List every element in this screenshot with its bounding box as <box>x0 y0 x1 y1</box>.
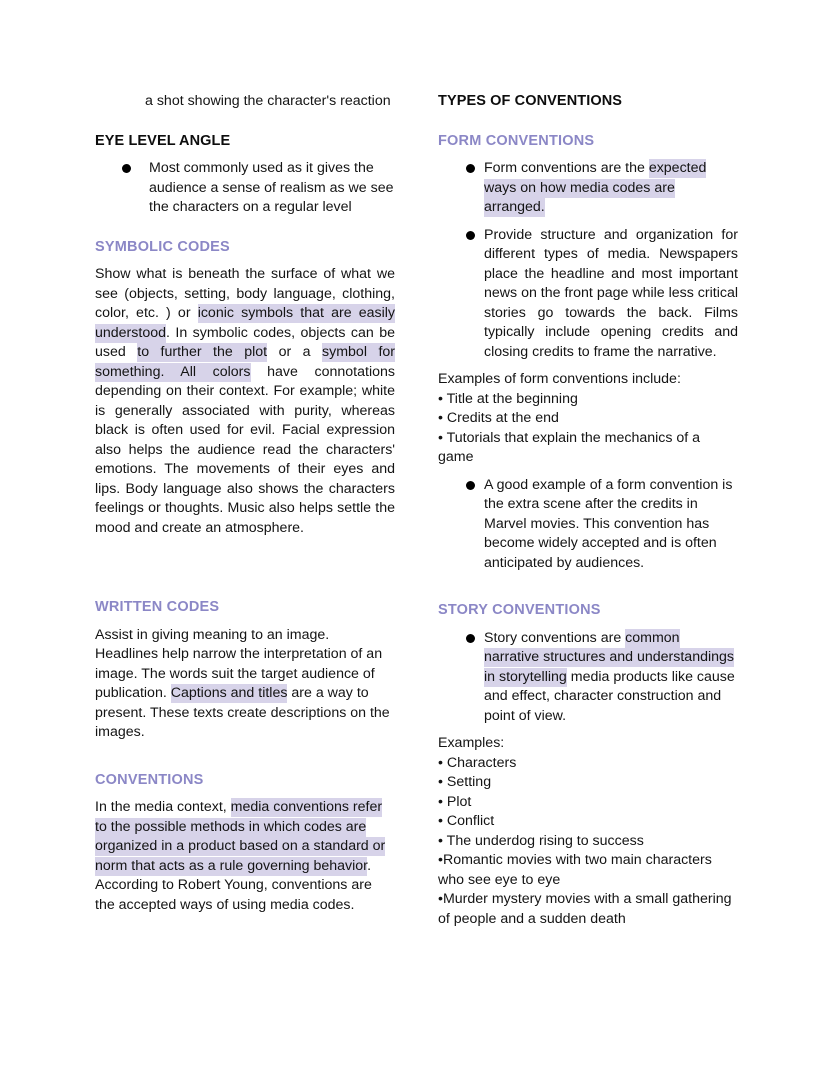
bullet-item <box>466 159 738 218</box>
text-segment: Story conventions are <box>484 629 626 646</box>
bullet-dot-icon <box>466 164 475 173</box>
spacer <box>95 218 395 238</box>
list-item: • Title at the beginning <box>438 390 578 407</box>
list-item: •Murder mystery movies with a small gathering of people and a sudden death <box>438 891 732 927</box>
spacer <box>438 218 738 226</box>
bullet-item <box>466 226 738 363</box>
spacer <box>438 573 738 601</box>
bullet-item <box>466 629 738 727</box>
list-item: •Romantic movies with two main characters who see eye to eye <box>438 852 712 888</box>
bullet-text: Provide structure and organization for different types of media. Newspapers place the headline and most important news on the front page while less critical stories go towards the back. Films typically include opening credits and closing credits to frame the narrative. <box>484 226 738 360</box>
right-column <box>438 92 738 929</box>
list-item: • Tutorials that explain the mechanics of a game <box>438 429 701 466</box>
list-item: • The underdog rising to success <box>438 832 644 849</box>
spacer <box>95 743 395 771</box>
spacer <box>95 538 395 598</box>
bullet-dot-icon <box>122 164 131 173</box>
list-item: • Setting <box>438 774 492 791</box>
spacer <box>438 151 738 159</box>
highlighted-text: Captions and titles <box>170 685 288 702</box>
bullet-text: A good example of a form convention is the extra scene after the credits in Marvel movies. This convention has become widely accepted and is often anticipated by audiences. <box>484 476 733 571</box>
left-column <box>95 92 395 915</box>
text-segment: In the media context, <box>95 799 231 816</box>
page-title: TYPES OF CONVENTIONS <box>438 93 623 109</box>
highlighted-text: iconic symbols that are easily understood <box>95 305 395 341</box>
heading-symbolic-codes: SYMBOLIC CODES <box>95 238 230 255</box>
list-item: • Characters <box>438 754 517 771</box>
bullet-item <box>466 476 738 574</box>
text-segment: have connotations depending on their context. For example; white is generally associated with purity, whereas black is often used for evil. Facial expression also helps the audience read the characters' emotions. The movements of their eyes and lips. Body language also shows the characters feelings or thoughts. Music also helps settle the mood and create an atmosphere. <box>95 363 395 536</box>
text-segment: Show what is beneath the surface of what we see (objects, setting, body language, clothing, color, etc. ) or <box>95 266 395 322</box>
text-segment: or a <box>267 344 323 361</box>
bullet-text: Most commonly used as it gives the audience a sense of realism as we see the characters on a regular level <box>149 160 394 216</box>
paragraph-conventions <box>95 798 395 876</box>
heading-conventions: CONVENTIONS <box>95 771 204 788</box>
examples-intro-form: Examples of form conventions include: <box>438 371 681 388</box>
highlighted-text: symbol for something. All colors <box>95 344 395 380</box>
highlighted-text: expected ways on how media codes are arranged. <box>484 160 707 216</box>
heading-story-conventions: STORY CONVENTIONS <box>438 602 601 619</box>
spacer <box>95 257 395 265</box>
text-segment: media products like cause and effect, character construction and point of view. <box>484 668 735 724</box>
text-segment: . In symbolic codes, objects can be used <box>95 324 395 361</box>
highlighted-text: to further the plot <box>137 344 268 361</box>
bullet-item <box>122 159 395 218</box>
heading-eye-level-angle: EYE LEVEL ANGLE <box>95 132 231 149</box>
spacer <box>438 621 738 629</box>
text-segment: . <box>367 857 372 874</box>
spacer <box>95 790 395 798</box>
spacer <box>95 151 395 159</box>
spacer <box>438 362 738 370</box>
highlighted-text: media conventions refer to the possible methods in which codes are organized in a product based on a standard or norm that acts as a rule governing behavior <box>95 799 386 874</box>
spacer <box>438 112 738 132</box>
text-segment: are a way to present. These texts create descriptions on the images. <box>95 685 390 741</box>
paragraph-symbolic-codes <box>95 265 395 538</box>
paragraph-robert-young: According to Robert Young, conventions are the accepted ways of using media codes. <box>95 877 372 913</box>
list-item: • Credits at the end <box>438 410 559 427</box>
spacer <box>438 726 738 734</box>
paragraph-written-codes <box>95 626 395 743</box>
spacer <box>95 112 395 132</box>
continuation-paragraph: a shot showing the character's reaction <box>145 93 391 109</box>
heading-written-codes: WRITTEN CODES <box>95 599 220 616</box>
list-item: • Conflict <box>438 813 495 830</box>
examples-intro-story: Examples: <box>438 735 505 752</box>
bullet-dot-icon <box>466 634 475 643</box>
text-segment: Assist in giving meaning to an image. Headlines help narrow the interpretation of an image. The words suit the target audience of publication. <box>95 626 383 702</box>
bullet-dot-icon <box>466 481 475 490</box>
highlighted-text: common narrative structures and understandings in storytelling <box>484 629 734 685</box>
spacer <box>95 618 395 626</box>
heading-form-conventions: FORM CONVENTIONS <box>438 132 595 149</box>
text-segment: Form conventions are the <box>484 160 649 177</box>
spacer <box>438 468 738 476</box>
bullet-dot-icon <box>466 231 475 240</box>
list-item: • Plot <box>438 793 472 810</box>
